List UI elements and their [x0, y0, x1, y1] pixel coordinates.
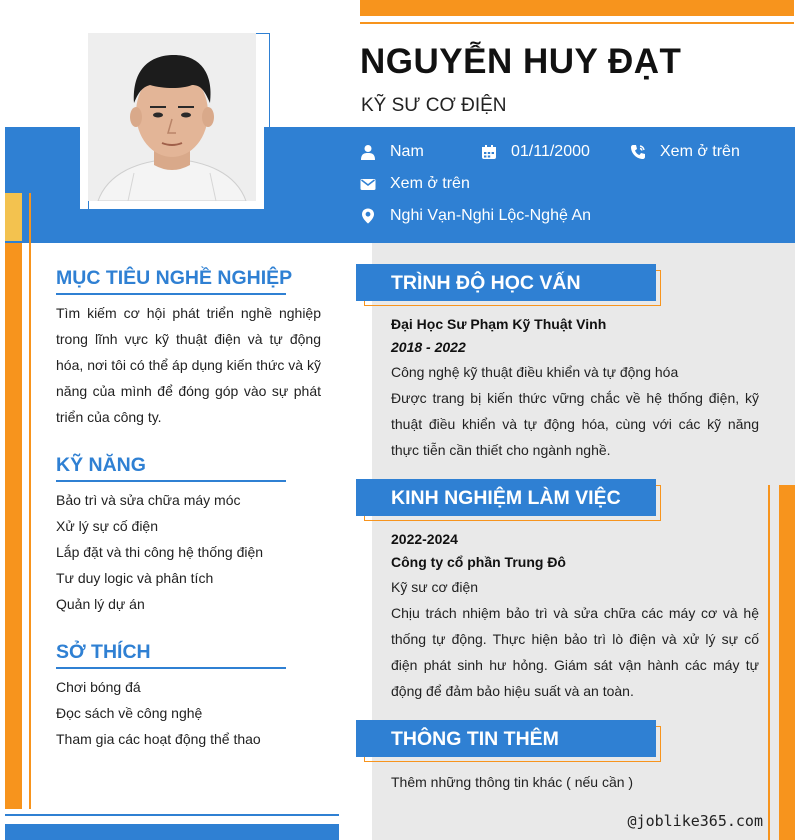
profile-photo: [88, 33, 256, 201]
contact-address: [360, 207, 591, 225]
contact-birthday: [481, 143, 590, 161]
skill-item: Lắp đặt và thi công hệ thống điện: [56, 544, 264, 560]
education-major: Công nghệ kỹ thuật điều khiển và tự động hóa: [391, 364, 679, 380]
phone-value: Xem ở trên: [660, 143, 740, 160]
person-icon: [360, 144, 376, 160]
birthday-value: 01/11/2000: [511, 143, 590, 160]
right-accent-line: [768, 485, 770, 840]
hobbies-title: SỞ THÍCH: [56, 641, 151, 663]
mail-icon: [360, 176, 376, 192]
hobbies-underline: [56, 667, 286, 669]
additional-text: Thêm những thông tin khác ( nếu cần ): [391, 774, 634, 790]
skill-item: Bảo trì và sửa chữa máy móc: [56, 492, 241, 508]
education-school: Đại Học Sư Phạm Kỹ Thuật Vinh: [391, 316, 607, 332]
skills-underline: [56, 480, 286, 482]
job-title: KỸ SƯ CƠ ĐIỆN: [361, 95, 507, 116]
skill-item: Quản lý dự án: [56, 596, 145, 612]
experience-description: Chịu trách nhiệm bảo trì và sửa chữa các máy cơ và hệ thống tự động. Thực hiện bảo trì lò điện và xử lý sự cố điện phát sinh hư hỏng. Giám sát vận hành các máy tự động để đảm bảo hiệu suất và an toàn.: [391, 605, 759, 699]
calendar-icon: [481, 144, 497, 160]
experience-company: Công ty cổ phần Trung Đô: [391, 554, 566, 570]
bottom-blue-bar: [5, 824, 339, 840]
experience-title: KINH NGHIỆM LÀM VIỆC: [391, 487, 621, 509]
education-years: 2018 - 2022: [391, 339, 466, 355]
email-value: Xem ở trên: [390, 175, 470, 192]
objective-underline: [56, 293, 286, 295]
contact-email: [360, 175, 470, 193]
contact-phone: [630, 143, 740, 161]
skills-title: KỸ NĂNG: [56, 454, 146, 476]
contact-gender: [360, 143, 424, 161]
bottom-blue-line: [5, 814, 339, 816]
location-pin-icon: [360, 208, 376, 224]
left-accent-bar-top: [5, 193, 22, 241]
skill-item: Xử lý sự cố điện: [56, 518, 159, 534]
objective-text: Tìm kiếm cơ hội phát triển nghề nghiệp trong lĩnh vực kỹ thuật điện và tự động hóa, nơi tôi có thể áp dụng kiến thức và kỹ năng của mình để đóng góp vào sự phát triển của công ty.: [56, 305, 321, 425]
top-orange-line: [360, 22, 794, 24]
candidate-name: NGUYỄN HUY ĐẠT: [360, 42, 682, 81]
watermark: @joblike365.com: [627, 812, 763, 830]
education-title: TRÌNH ĐỘ HỌC VẤN: [391, 272, 581, 294]
gender-value: Nam: [390, 143, 424, 160]
objective-title: MỤC TIÊU NGHỀ NGHIỆP: [56, 267, 293, 289]
left-accent-line: [29, 193, 31, 809]
hobby-item: Tham gia các hoạt động thể thao: [56, 731, 261, 747]
right-accent-bar: [779, 485, 795, 840]
additional-title: THÔNG TIN THÊM: [391, 728, 559, 750]
experience-period: 2022-2024: [391, 531, 458, 547]
left-accent-bar: [5, 243, 22, 809]
top-orange-bar: [360, 0, 794, 16]
skill-item: Tư duy logic và phân tích: [56, 570, 214, 586]
hobby-item: Đọc sách về công nghệ: [56, 705, 203, 721]
experience-position: Kỹ sư cơ điện: [391, 579, 479, 595]
education-description: Được trang bị kiến thức vững chắc về hệ thống điện, kỹ thuật điều khiển và tự động hóa, cùng với các kỹ năng thực tiễn cần thiết cho ngành nghề.: [391, 390, 759, 458]
hobby-item: Chơi bóng đá: [56, 679, 141, 695]
phone-icon: [630, 144, 646, 160]
address-value: Nghi Vạn-Nghi Lộc-Nghệ An: [390, 207, 592, 224]
